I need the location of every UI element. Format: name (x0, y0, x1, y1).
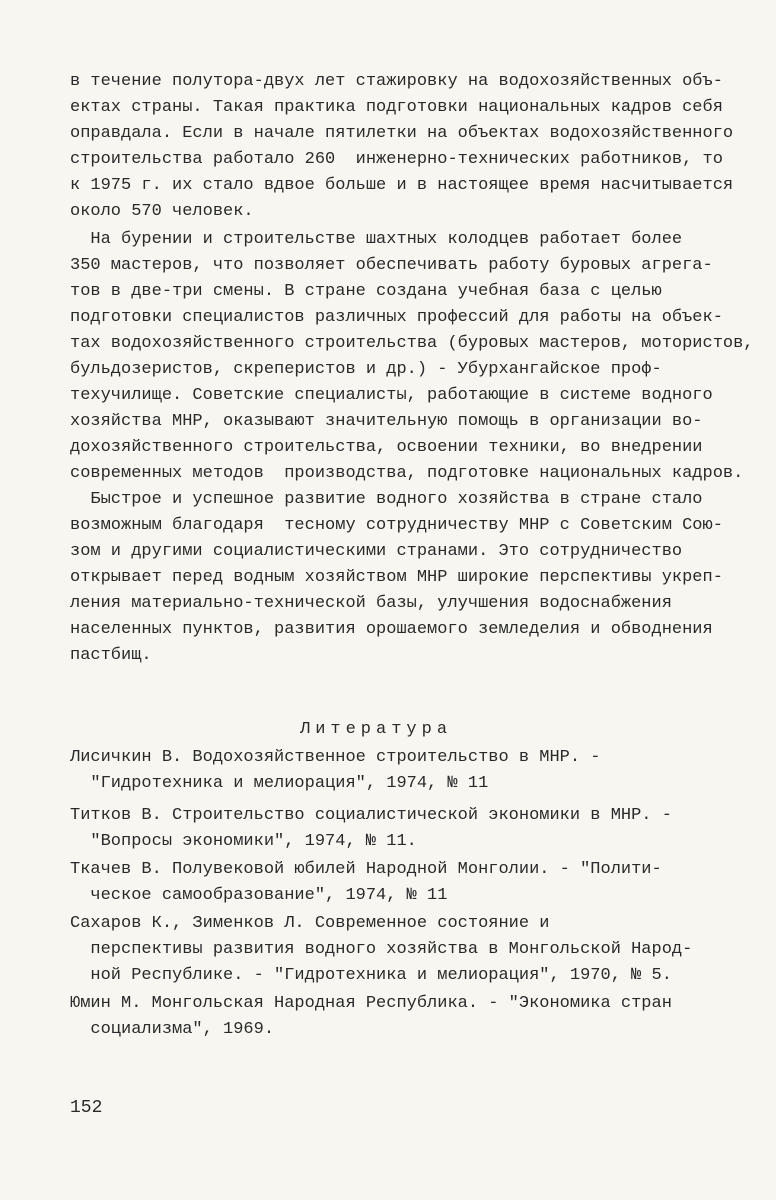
text-line: к 1975 г. их стало вдвое больше и в настоящее время насчитывается (70, 176, 734, 195)
text-line: зом и другими социалистическими странами. Это сотрудничество (70, 542, 683, 561)
text-line: подготовки специалистов различных профессий для работы на объек- (70, 308, 723, 327)
text-line: Быстрое и успешное развитие водного хозяйства в стране стало (70, 490, 703, 509)
text-line: возможным благодаря тесному сотрудничеству МНР с Советским Сою- (70, 516, 723, 535)
reference-line: ной Республике. - "Гидротехника и мелиорация", 1970, № 5. (70, 966, 672, 985)
text-line: дохозяйственного строительства, освоении техники, во внедрении (70, 438, 703, 457)
text-line: бульдозеристов, скреперистов и др.) - Убурхангайское проф- (70, 360, 662, 379)
text-line: современных методов производства, подготовке национальных кадров. (70, 464, 744, 483)
text-line: тах водохозяйственного строительства (буровых мастеров, мотористов, (70, 334, 754, 353)
text-line: в течение полутора-двух лет стажировку на водохозяйственных объ- (70, 72, 723, 91)
reference-line: "Гидротехника и мелиорация", 1974, № 11 (70, 774, 489, 793)
reference-line: Титков В. Строительство социалистической экономики в МНР. - (70, 806, 672, 825)
text-line: ектах страны. Такая практика подготовки национальных кадров себя (70, 98, 723, 117)
text-line: 350 мастеров, что позволяет обеспечивать работу буровых агрега- (70, 256, 713, 275)
page-number: 152 (70, 1098, 103, 1118)
text-line: ления материально-технической базы, улучшения водоснабжения (70, 594, 672, 613)
reference-line: Сахаров К., Зименков Л. Современное состояние и (70, 914, 550, 933)
reference-line: "Вопросы экономики", 1974, № 11. (70, 832, 417, 851)
text-line: оправдала. Если в начале пятилетки на объектах водохозяйственного (70, 124, 734, 143)
text-line: тов в две-три смены. В стране создана учебная база с целью (70, 282, 662, 301)
text-line: пастбищ. (70, 646, 152, 665)
references-heading: Литература (300, 720, 453, 739)
text-line: около 570 человек. (70, 202, 254, 221)
reference-line: социализма", 1969. (70, 1020, 275, 1039)
text-line: хозяйства МНР, оказывают значительную помощь в организации во- (70, 412, 703, 431)
reference-line: ческое самообразование", 1974, № 11 (70, 886, 448, 905)
reference-line: Ткачев В. Полувековой юбилей Народной Монголии. - "Полити- (70, 860, 662, 879)
text-line: На бурении и строительстве шахтных колодцев работает более (70, 230, 683, 249)
text-line: строительства работало 260 инженерно-технических работников, то (70, 150, 723, 169)
text-line: населенных пунктов, развития орошаемого земледелия и обводнения (70, 620, 713, 639)
text-line: открывает перед водным хозяйством МНР широкие перспективы укреп- (70, 568, 723, 587)
reference-line: Юмин М. Монгольская Народная Республика. - "Экономика стран (70, 994, 672, 1013)
reference-line: Лисичкин В. Водохозяйственное строительство в МНР. - (70, 748, 601, 767)
reference-line: перспективы развития водного хозяйства в Монгольской Народ- (70, 940, 693, 959)
text-line: техучилище. Советские специалисты, работающие в системе водного (70, 386, 713, 405)
